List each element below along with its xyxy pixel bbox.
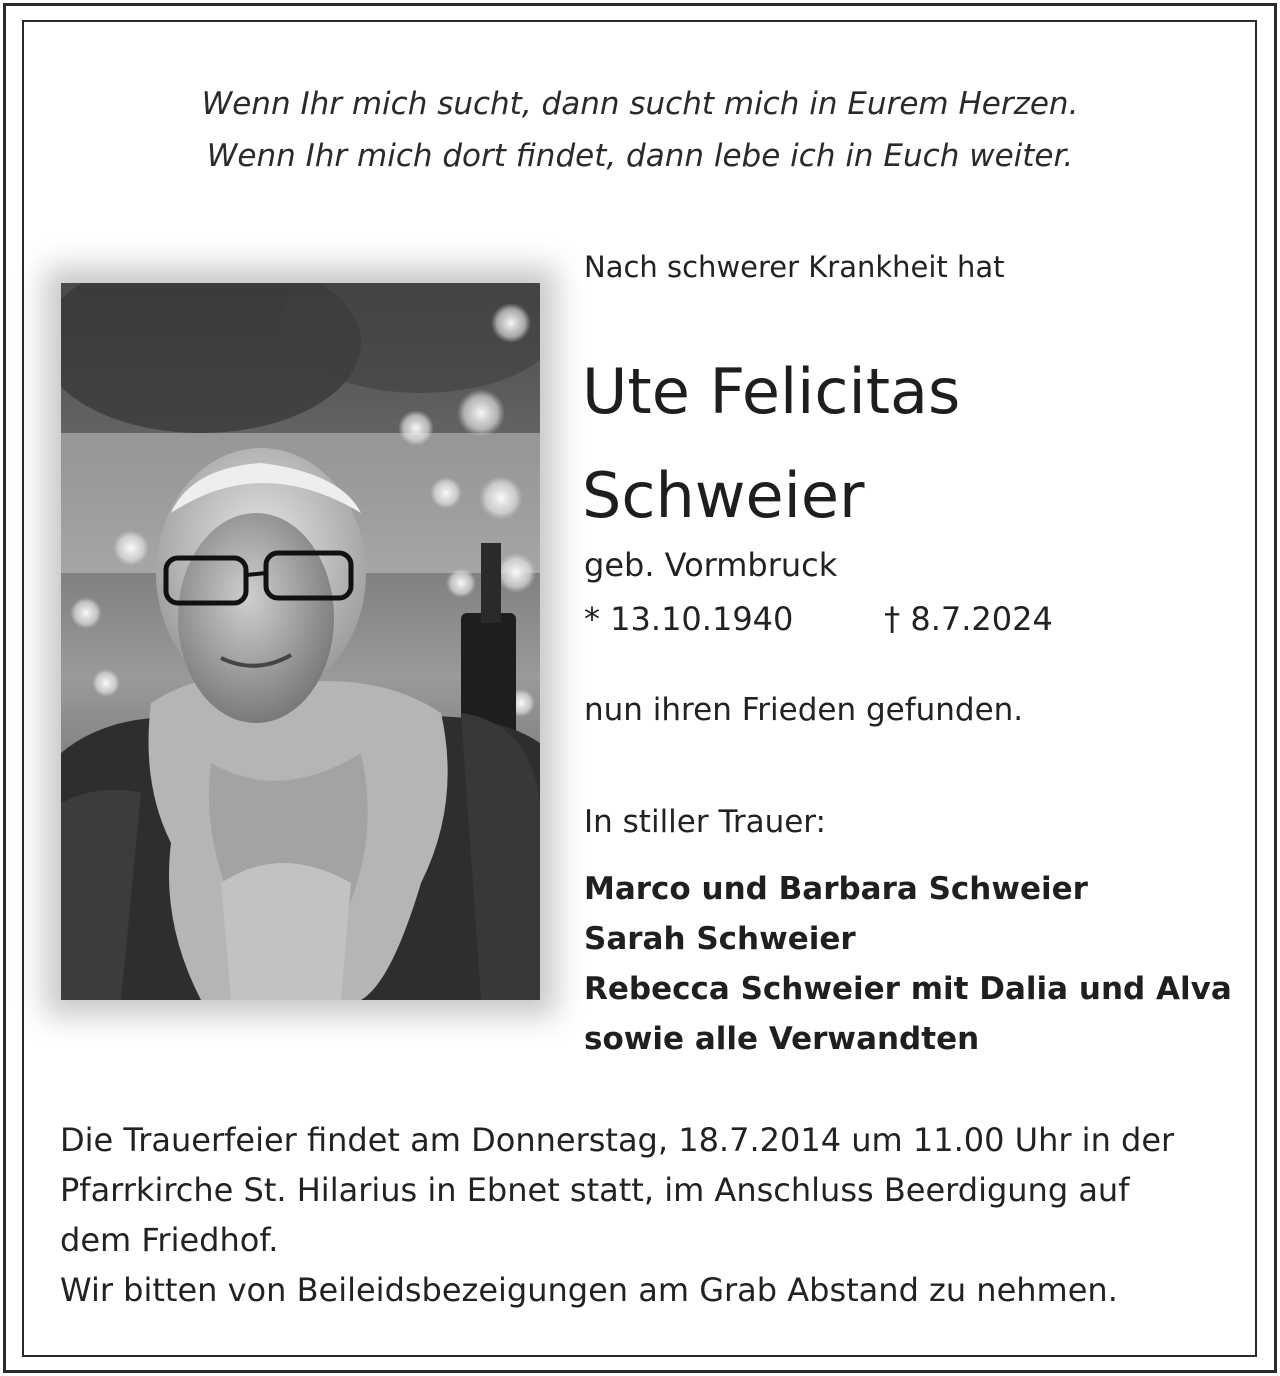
funeral-notice-line-3: dem Friedhof. bbox=[60, 1221, 279, 1259]
motto-line-1: Wenn Ihr mich sucht, dann sucht mich in Eurem Herzen. bbox=[201, 86, 1079, 122]
funeral-notice-line-1: Die Trauerfeier findet am Donnerstag, 18.7.2014 um 11.00 Uhr in der bbox=[60, 1121, 1175, 1159]
maiden-name: geb. Vormbruck bbox=[584, 546, 838, 584]
funeral-notice-line-4: Wir bitten von Beileidsbezeigungen am Grab Abstand zu nehmen. bbox=[60, 1271, 1118, 1309]
deceased-surname: Schweier bbox=[582, 459, 865, 532]
motto-verse bbox=[0, 78, 1280, 182]
deceased-name bbox=[582, 340, 960, 548]
birth-date: * 13.10.1940 bbox=[584, 600, 794, 638]
funeral-notice-line-2: Pfarrkirche St. Hilarius in Ebnet statt, im Anschluss Beerdigung auf bbox=[60, 1171, 1130, 1209]
family-member: sowie alle Verwandten bbox=[584, 1021, 980, 1057]
portrait-photo bbox=[61, 283, 540, 1000]
peace-line: nun ihren Frieden gefunden. bbox=[584, 692, 1024, 728]
mourning-label: In stiller Trauer: bbox=[584, 804, 826, 840]
death-date: † 8.7.2024 bbox=[884, 600, 1053, 638]
intro-text: Nach schwerer Krankheit hat bbox=[584, 250, 1005, 284]
family-member: Rebecca Schweier mit Dalia und Alva bbox=[584, 971, 1232, 1007]
motto-line-2: Wenn Ihr mich dort findet, dann lebe ich in Euch weiter. bbox=[206, 138, 1074, 174]
portrait-image bbox=[61, 283, 540, 1000]
family-member: Sarah Schweier bbox=[584, 921, 856, 957]
funeral-notice bbox=[60, 1115, 1235, 1315]
life-dates bbox=[584, 600, 1053, 638]
deceased-first-names: Ute Felicitas bbox=[582, 355, 961, 428]
family-list bbox=[584, 864, 1232, 1064]
family-member: Marco und Barbara Schweier bbox=[584, 871, 1088, 907]
